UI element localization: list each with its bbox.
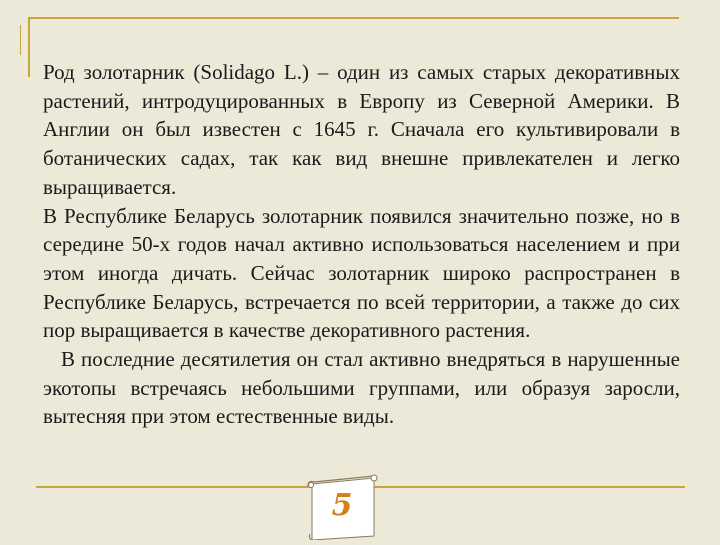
frame-left-line	[28, 17, 30, 77]
paragraph-3: В последние десятилетия он стал активно внедряться в нарушенные экотопы встречаясь небольшими группами, или образуя заросли, вытесняя при этом естественные виды.	[43, 347, 680, 429]
frame-left-outer-line	[20, 25, 21, 55]
paragraph-2: В Республике Беларусь золотарник появился значительно позже, но в середине 50-х годов начал активно использоваться населением и при этом иногда дичать. Сейчас золотарник широко распространен в Республике Беларусь, встречается по всей территории, а также до сих пор выращивается в качестве декоративного растения.	[43, 203, 680, 343]
body-text	[43, 58, 680, 431]
frame-top-line	[28, 17, 679, 19]
page-number: 5	[331, 488, 353, 523]
page-number-scroll	[304, 474, 380, 540]
paragraph-1: Род золотарник (Solidago L.) – один из самых старых декоративных растений, интродуцированных в Европу из Северной Америки. В Англии он был известен с 1645 г. Сначала его культивировали в ботанических садах, так как вид внешне привлекателен и легко выращивается.	[43, 60, 680, 199]
